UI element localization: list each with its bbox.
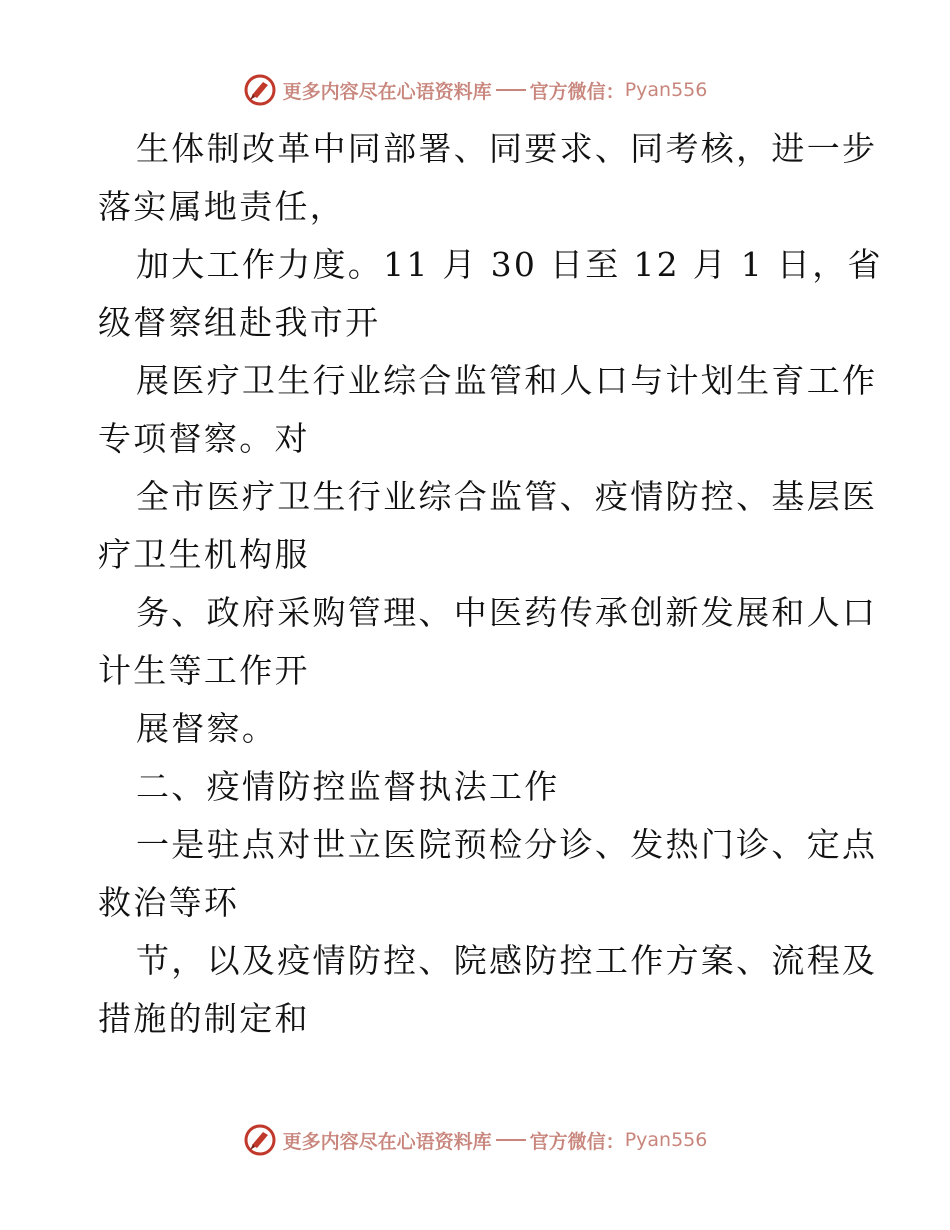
body-text-line: 全市医疗卫生行业综合监管、疫情防控、基层医 [136,477,878,516]
body-text-line: 落实属地责任， [98,187,346,226]
body-text-line: 务、政府采购管理、中医药传承创新发展和人口 [136,593,878,632]
watermark-wechat-id: Pyan556 [624,1129,708,1151]
watermark-logo-icon [243,73,277,107]
body-text-line: 生体制改革中同部署、同要求、同考核，进一步 [136,129,878,168]
body-text-line: 加大工作力度。11 月 30 日至 12 月 1 日，省 [136,245,883,284]
body-text-line: 展医疗卫生行业综合监管和人口与计划生育工作 [136,361,878,400]
body-text-line: 疗卫生机构服 [98,535,310,574]
watermark-wechat-label: 官方微信： [529,80,625,103]
watermark-site-text: 更多内容尽在心语资料库 [282,1130,492,1153]
body-text-line: 一是驻点对世立医院预检分诊、发热门诊、定点 [136,825,878,864]
watermark-wechat-label: 官方微信： [529,1130,625,1153]
body-text-line: 节，以及疫情防控、院感防控工作方案、流程及 [136,941,878,980]
watermark-site-text: 更多内容尽在心语资料库 [282,80,492,103]
body-text-line: 计生等工作开 [98,651,310,690]
header-watermark [0,70,950,110]
body-text-line: 救治等环 [98,883,240,922]
watermark-dash [496,1139,526,1141]
body-text-line: 级督察组赴我市开 [98,303,381,342]
body-text-line: 措施的制定和 [98,999,310,1038]
body-text-line: 二、疫情防控监督执法工作 [136,767,560,806]
watermark-wechat-id: Pyan556 [624,79,708,101]
body-text-line: 展督察。 [136,709,278,748]
watermark-logo-icon [243,1123,277,1157]
footer-watermark [0,1120,950,1160]
body-text-line: 专项督察。对 [98,419,310,458]
watermark-dash [496,89,526,91]
